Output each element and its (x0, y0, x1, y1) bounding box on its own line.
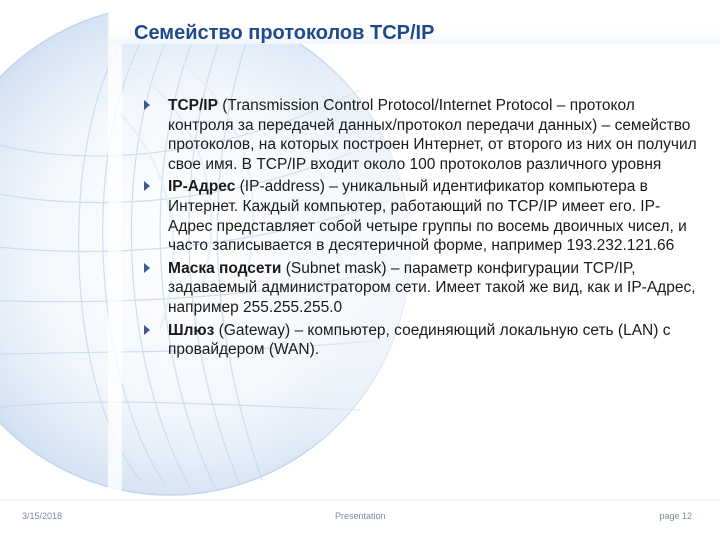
triangle-bullet-icon (144, 263, 150, 273)
bullet-item (142, 96, 697, 174)
slide-title: Семейство протоколов TCP/IP (134, 22, 435, 44)
bullet-list (142, 96, 697, 363)
bullet-term: TCP/IP (168, 97, 218, 114)
bullet-term: IP-Адрес (168, 178, 236, 196)
bullet-text: (Gateway) – компьютер, соединяющий локальную сеть (LAN) с провайдером (WAN). (168, 321, 671, 359)
footer-presentation: Presentation (335, 511, 386, 521)
bullet-item (142, 259, 697, 318)
footer-page-number: page 12 (659, 511, 692, 521)
bullet-term: Шлюз (168, 321, 215, 339)
bullet-term: Маска подсети (168, 259, 282, 277)
triangle-bullet-icon (144, 325, 150, 335)
bullet-item (142, 321, 697, 360)
bullet-text: (IP-address) – уникальный идентификатор компьютера в Интернет. Каждый компьютер, работающий по TCP/IP имеет его. IP-Адрес представляет собой четыре группы по восемь двоичных чисел, и часто записывается в десятеричной форме, например 193.232.121.66 (168, 178, 687, 255)
bullet-text: (Subnet mask) – параметр конфигурации TCP/IP, задаваемый администратором сети. Имеет такой же вид, как и IP-Адрес, например 255.255.255.0 (168, 259, 696, 316)
footer-date: 3/15/2018 (22, 511, 63, 521)
bullet-text: (Transmission Control Protocol/Internet Protocol – протокол контроля за передачей данных/протокол передачи данных) – семейство протоколов, на которых построен Интернет, от второго из них он получил свое имя. В TCP/IP входит около 100 протоколов различного уровня (168, 97, 697, 173)
vertical-accent-bar (108, 0, 122, 540)
bullet-item (142, 177, 697, 255)
triangle-bullet-icon (144, 100, 150, 110)
triangle-bullet-icon (144, 181, 150, 191)
